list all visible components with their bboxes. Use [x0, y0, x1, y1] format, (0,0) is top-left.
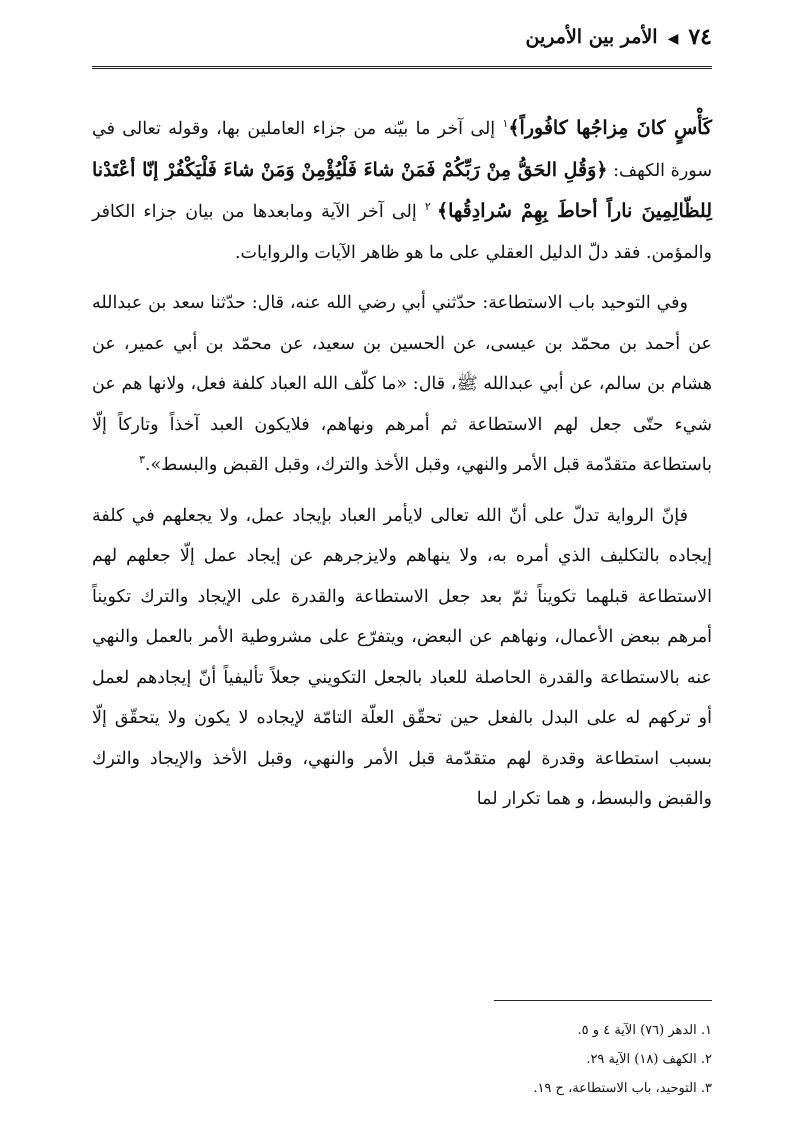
footnote-ref: ١ [502, 117, 509, 131]
footnotes [92, 1016, 712, 1103]
footnote-ref: ٣ [138, 453, 145, 467]
quran-verse: كَأْسٍ كانَ مِزاجُها كافُوراً﴾ [508, 117, 712, 139]
text-run: إلى آخر الآية ومابعدها من بيان جزاء الكافر والمؤمن. فقد دلّ الدليل العقلي على ما هو ظاهر الآيات والروايات. [92, 202, 712, 263]
main-text [92, 108, 712, 830]
footnote-2: ٢. الكهف (١٨) الآية ٢٩. [586, 1052, 712, 1067]
footnote-1: ١. الدهر (٧٦) الآية ٤ و ٥. [577, 1023, 712, 1038]
text-run: إلى آخر ما بيّنه من جزاء العاملين بها، وقوله تعالى في سورة الكهف: [92, 119, 712, 181]
paragraph-3 [92, 496, 712, 820]
page-number: ٧٤ [688, 24, 712, 50]
footnote-ref: ٢ [424, 200, 437, 214]
running-title: الأمر بين الأمرين [525, 26, 658, 48]
arrow-left-icon: ◀ [667, 31, 679, 47]
paragraph-2 [92, 283, 712, 486]
quran-verse: ﴿وَقُلِ الحَقُّ مِنْ رَبِّكُمْ فَمَنْ شاءَ فَلْيُؤْمِنْ وَمَنْ شاءَ فَلْيَكْفُرْ إنّا أعْتَدْنا لِلظّالِمِينَ ناراً أحاطَ بِهِمْ سُرادِقُها﴾ [92, 158, 712, 222]
text-run: وفي التوحيد باب الاستطاعة: حدّثني أبي رضي الله عنه، قال: حدّثنا سعد بن عبدالله عن أحمد بن محمّد بن عيسى، عن الحسين بن سعيد، عن محمّد بن أبي عمير، عن هشام بن سالم، عن أبي عبدالله ﷺ، قال: «ما كلّف الله العباد كلفة فعل، ولانها هم عن شيء حتّى جعل لهم الاستطاعة ثم أمرهم ونهاهم، فلايكون العبد آخذاً وتاركاً إلّا باستطاعة متقدّمة قبل الأمر والنهي، وقبل الأخذ والترك، وقبل القبض والبسط». [92, 293, 712, 475]
footnote-divider [494, 1000, 712, 1001]
footnote-3: ٣. التوحيد، باب الاستطاعة، ح ١٩. [533, 1081, 712, 1096]
paragraph-1 [92, 108, 712, 273]
running-header [92, 24, 712, 69]
text-run: فإنّ الرواية تدلّ على أنّ الله تعالى لايأمر العباد بإيجاد عمل، ولا يجعلهم في كلفة إيجاده بالتكليف الذي أمره به، ولا ينهاهم ولايزجرهم عن إيجاد عمل إلّا جعلهم لهم الاستطاعة قبلهما تكويناً ثمّ بعد جعل الاستطاعة والقدرة على الإيجاد والترك تكويناً أمرهم ببعض الأعمال، ونهاهم عن البعض، ويتفرّع على مشروطية الأمر بالعمل والنهي عنه بالاستطاعة والقدرة الحاصلة للعباد بالجعل التكويني جعلاً تأليفياً أنّ إيجادهم لعمل أو تركهم له على البدل بالفعل حين تحقّق العلّة التامّة لإيجاده لا يكون ولا يتحقّق إلّا بسبب استطاعة وقدرة لهم متقدّمة قبل الأمر والنهي، وقبل الأخذ والإيجاد والترك والقبض والبسط، و هما تكرار لما [92, 505, 712, 809]
